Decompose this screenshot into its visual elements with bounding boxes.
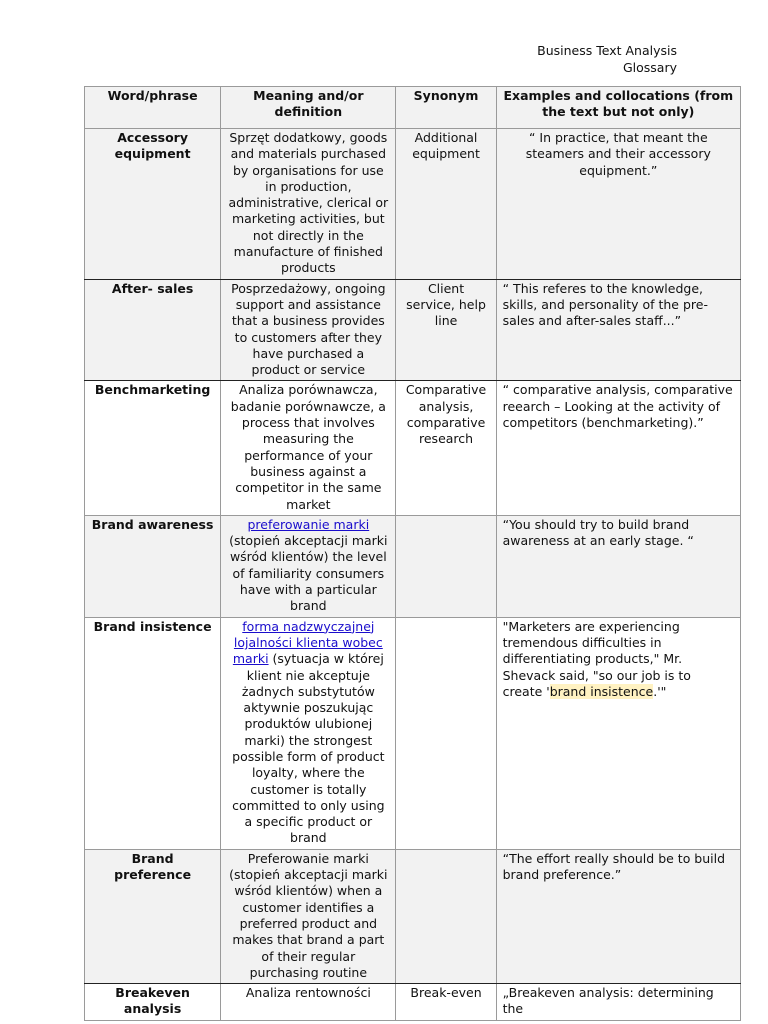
document-type: Glossary (622, 60, 677, 75)
table-row (85, 279, 741, 381)
synonym (396, 617, 496, 849)
column-header-word: Word/phrase (85, 87, 221, 129)
definition: Analiza rentowności (221, 984, 396, 1021)
table-row (85, 381, 741, 515)
term: Brand awareness (85, 515, 221, 617)
synonym: Comparative analysis, comparative research (396, 381, 496, 515)
example: “You should try to build brand awareness at an early stage. “ (496, 515, 740, 617)
synonym: Client service, help line (396, 279, 496, 381)
glossary-table (84, 86, 741, 1021)
page-header (400, 42, 677, 76)
table-row (85, 984, 741, 1021)
definition-link[interactable]: forma nadzwyczajnej lojalności klienta wobec marki (232, 618, 383, 667)
synonym: Break-even (396, 984, 496, 1021)
synonym: Additional equipment (396, 129, 496, 280)
definition-text: (stopień akceptacji marki wśród klientów) the level of familiarity consumers have with a particular brand (229, 533, 388, 614)
example: “ In practice, that meant the steamers and their accessory equipment.” (496, 129, 740, 280)
definition-text: (sytuacja w której klient nie akceptuje żadnych substytutów aktywnie poszukując produktów ulubionej marki) the strongest possible form of product loyalty, where the customer is totally committed to only using a specific product or brand (232, 651, 385, 846)
term: Benchmarketing (85, 381, 221, 515)
example: “ This referes to the knowledge, skills, and personality of the pre-sales and after-sales staff...” (496, 279, 740, 381)
term: Brand insistence (85, 617, 221, 849)
example: “ comparative analysis, comparative reearch – Looking at the activity of competitors (benchmarketing).” (496, 381, 740, 515)
column-header-examples: Examples and collocations (from the text but not only) (496, 87, 740, 129)
table-header-row (85, 87, 741, 129)
table-row (85, 129, 741, 280)
definition (221, 515, 396, 617)
column-header-definition: Meaning and/or definition (221, 87, 396, 129)
term: After- sales (85, 279, 221, 381)
definition: Preferowanie marki (stopień akceptacji marki wśród klientów) when a customer identifies a preferred product and makes that brand a part of their regular purchasing routine (221, 849, 396, 983)
column-header-synonym: Synonym (396, 87, 496, 129)
highlighted-term: brand insistence (549, 683, 654, 699)
example (496, 617, 740, 849)
definition: Sprzęt dodatkowy, goods and materials purchased by organisations for use in production, administrative, clerical or marketing activities, but not directly in the manufacture of finished products (221, 129, 396, 280)
example-text: "Marketers are experiencing tremendous difficulties in differentiating products," Mr. Shevack said, "so our job is to create ' (502, 618, 691, 699)
term: Brand preference (85, 849, 221, 983)
table-row (85, 849, 741, 983)
definition-link[interactable]: preferowanie marki (247, 516, 370, 532)
synonym (396, 849, 496, 983)
example: „Breakeven analysis: determining the (496, 984, 740, 1021)
definition: Posprzedażowy, ongoing support and assistance that a business provides to customers after they have purchased a product or service (221, 279, 396, 381)
table-row (85, 515, 741, 617)
term: Breakeven analysis (85, 984, 221, 1021)
synonym (396, 515, 496, 617)
example: “The effort really should be to build brand preference.” (496, 849, 740, 983)
definition: Analiza porównawcza, badanie porównawcze, a process that involves measuring the performance of your business against a competitor in the same market (221, 381, 396, 515)
term: Accessory equipment (85, 129, 221, 280)
definition (221, 617, 396, 849)
course-title: Business Text Analysis (537, 43, 677, 58)
table-row (85, 617, 741, 849)
example-text-end: .'" (653, 683, 667, 699)
